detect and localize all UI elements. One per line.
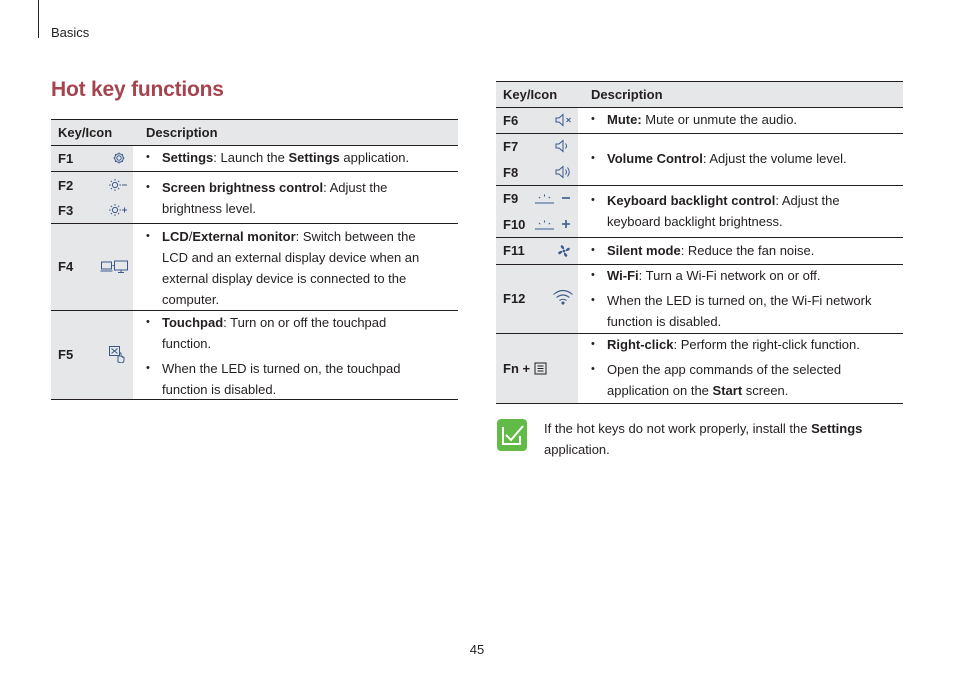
wifi-icon: [552, 289, 574, 310]
table-row: [51, 224, 458, 311]
key-label: F5: [58, 347, 74, 362]
fan-icon: [556, 243, 572, 264]
table-row: [496, 334, 903, 404]
display-switch-icon: [100, 259, 130, 280]
brightness-down-icon: [108, 177, 128, 198]
table-row: [496, 108, 903, 134]
key-label: F3: [58, 203, 74, 218]
description-item: • Right-click: Perform the right-click function.: [591, 337, 860, 352]
header-key-icon: Key/Icon: [58, 125, 113, 140]
touchpad-toggle-icon: [108, 345, 128, 368]
key-label: Fn +: [503, 361, 547, 378]
header-description: Description: [146, 125, 218, 140]
description-item: • Settings: Launch the Settings application.: [146, 150, 410, 165]
description-item: • Wi-Fi: Turn a Wi-Fi network on or off.: [591, 268, 821, 283]
description-item: • When the LED is turned on, the touchpad function is disabled.: [146, 361, 401, 397]
key-label: F6: [503, 113, 519, 128]
description-item: • Screen brightness control: Adjust the brightness level.: [146, 180, 388, 216]
header-key-icon: Key/Icon: [503, 87, 558, 102]
key-label: F9: [503, 191, 519, 206]
keyboard-backlight-up-icon: [534, 216, 574, 237]
mute-icon: [554, 112, 574, 133]
key-label: F10: [503, 217, 526, 232]
note-check-icon: [496, 418, 528, 452]
description-item: • Open the app commands of the selected application on the Start screen.: [591, 362, 842, 398]
page-title: Hot key functions: [51, 78, 224, 101]
settings-gear-icon: [111, 150, 127, 171]
table-row: [51, 311, 458, 400]
description-item: • LCD/External monitor: Switch between the LCD and an external display device when an external display device is connected to the computer.: [146, 229, 420, 307]
key-label: F11: [503, 243, 525, 258]
key-label: F12: [503, 291, 526, 306]
table-header: [51, 119, 458, 146]
table-row: [496, 238, 903, 265]
key-label: F4: [58, 259, 74, 274]
table-row: [496, 134, 903, 186]
table-row: [496, 186, 903, 238]
description-item: • Touchpad: Turn on or off the touchpad function.: [146, 315, 387, 351]
note-text: If the hot keys do not work properly, install the Settings application.: [544, 421, 863, 457]
key-label: F8: [503, 165, 519, 180]
description-item: • When the LED is turned on, the Wi-Fi network function is disabled.: [591, 293, 872, 329]
description-item: • Silent mode: Reduce the fan noise.: [591, 243, 815, 258]
brightness-up-icon: [108, 202, 128, 223]
key-label: F7: [503, 139, 519, 154]
description-item: • Mute: Mute or unmute the audio.: [591, 112, 798, 127]
keyboard-backlight-down-icon: [534, 190, 574, 211]
page-number: 45: [469, 642, 485, 657]
description-item: • Keyboard backlight control: Adjust the keyboard backlight brightness.: [591, 193, 840, 229]
description-item: • Volume Control: Adjust the volume level.: [591, 151, 847, 166]
menu-key-icon: [534, 362, 547, 378]
table-row: [496, 265, 903, 334]
header-description: Description: [591, 87, 663, 102]
section-label: Basics: [51, 25, 90, 40]
header-rule: [38, 0, 39, 38]
table-row: [51, 146, 458, 172]
volume-down-icon: [554, 138, 574, 159]
key-label: F2: [58, 178, 74, 193]
key-label: F1: [58, 151, 74, 166]
volume-up-icon: [554, 164, 574, 185]
table-row: [51, 172, 458, 224]
left-hotkey-table: [51, 119, 458, 400]
right-hotkey-table: [496, 81, 903, 404]
table-header: [496, 81, 903, 108]
